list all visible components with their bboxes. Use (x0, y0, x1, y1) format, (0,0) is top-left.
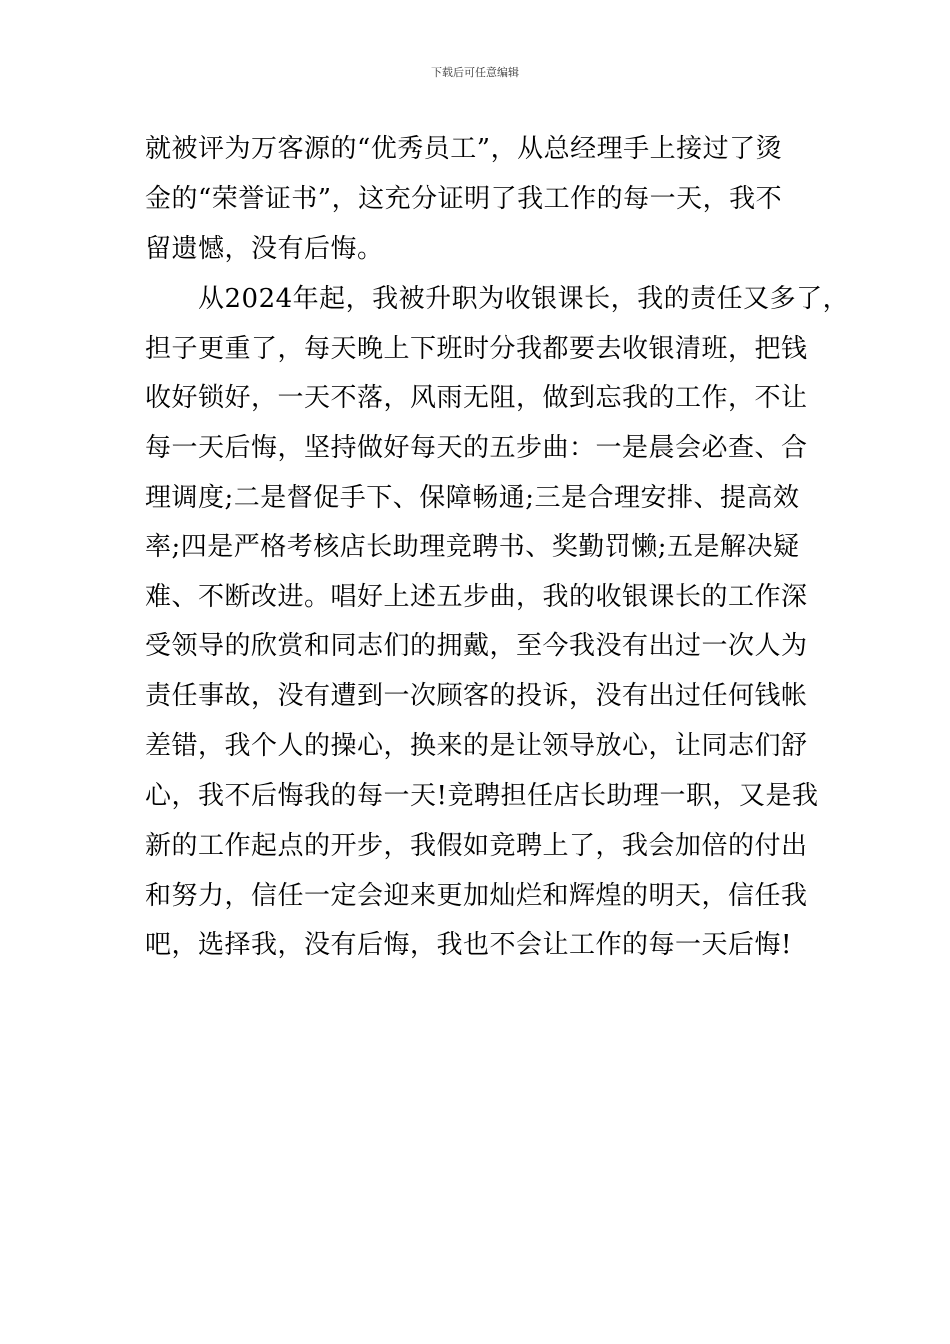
text-line: 每一天后悔，坚持做好每天的五步曲：一是晨会必查、合 (145, 433, 808, 463)
text-line: 责任事故，没有遭到一次顾客的投诉，没有出过任何钱帐 (145, 681, 808, 711)
text-line: 金的“荣誉证书”，这充分证明了我工作的每一天，我不 (145, 184, 783, 214)
text-line: 就被评为万客源的“优秀员工”，从总经理手上接过了烫 (145, 134, 783, 164)
text-line: 吧，选择我，没有后悔，我也不会让工作的每一天后悔! (145, 930, 792, 960)
text-line: 率;四是严格考核店长助理竞聘书、奖勤罚懒;五是解决疑 (145, 532, 800, 562)
header-note: 下载后可任意编辑 (431, 66, 519, 79)
text-line: 担子更重了，每天晚上下班时分我都要去收银清班，把钱 (145, 334, 808, 364)
text-line: 和努力，信任一定会迎来更加灿烂和辉煌的明天，信任我 (145, 881, 808, 911)
text-line: 收好锁好，一天不落，风雨无阻，做到忘我的工作，不让 (145, 383, 808, 413)
text-line: 理调度;二是督促手下、保障畅通;三是合理安排、提高效 (145, 483, 800, 513)
text-line: 差错，我个人的操心，换来的是让领导放心，让同志们舒 (145, 731, 808, 761)
text-line: 心，我不后悔我的每一天!竞聘担任店长助理一职，又是我 (145, 781, 819, 811)
text-line: 受领导的欣赏和同志们的拥戴，至今我没有出过一次人为 (145, 631, 808, 661)
text-line: 从2024年起，我被升职为收银课长，我的责任又多了， (145, 284, 850, 314)
text-line: 难、不断改进。唱好上述五步曲，我的收银课长的工作深 (145, 582, 808, 612)
text-line: 留遗憾，没有后悔。 (145, 234, 384, 264)
text-line: 新的工作起点的开步，我假如竞聘上了，我会加倍的付出 (145, 831, 808, 861)
